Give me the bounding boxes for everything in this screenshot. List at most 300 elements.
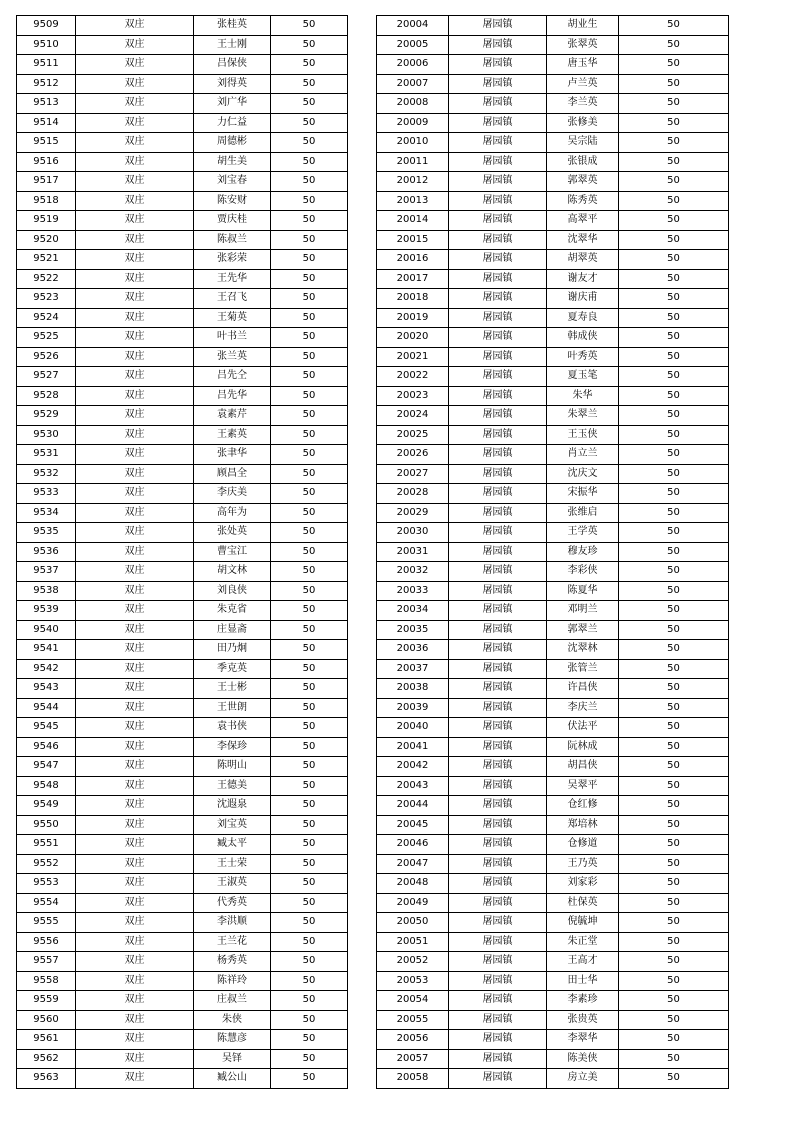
table-row bbox=[17, 523, 348, 543]
id-cell: 9517 bbox=[17, 172, 76, 192]
id-cell: 9538 bbox=[17, 581, 76, 601]
table-row bbox=[377, 601, 729, 621]
id-cell: 20056 bbox=[377, 1030, 449, 1050]
amount-cell: 50 bbox=[619, 659, 729, 679]
amount-cell: 50 bbox=[619, 854, 729, 874]
table-row bbox=[17, 152, 348, 172]
town-cell: 屠园镇 bbox=[449, 250, 547, 270]
amount-cell: 50 bbox=[271, 94, 348, 114]
amount-cell: 50 bbox=[619, 874, 729, 894]
name-cell: 沈翠林 bbox=[547, 640, 619, 660]
name-cell: 李庆兰 bbox=[547, 698, 619, 718]
id-cell: 20047 bbox=[377, 854, 449, 874]
town-cell: 屠园镇 bbox=[449, 581, 547, 601]
town-cell: 双庄 bbox=[76, 386, 194, 406]
town-cell: 双庄 bbox=[76, 133, 194, 153]
town-cell: 屠园镇 bbox=[449, 1010, 547, 1030]
id-cell: 9521 bbox=[17, 250, 76, 270]
id-cell: 9540 bbox=[17, 620, 76, 640]
name-cell: 朱克省 bbox=[194, 601, 271, 621]
name-cell: 王乃英 bbox=[547, 854, 619, 874]
id-cell: 9519 bbox=[17, 211, 76, 231]
town-cell: 屠园镇 bbox=[449, 464, 547, 484]
town-cell: 屠园镇 bbox=[449, 55, 547, 75]
table-row bbox=[377, 230, 729, 250]
id-cell: 9555 bbox=[17, 913, 76, 933]
name-cell: 刘得英 bbox=[194, 74, 271, 94]
amount-cell: 50 bbox=[271, 737, 348, 757]
town-cell: 屠园镇 bbox=[449, 1069, 547, 1089]
id-cell: 9510 bbox=[17, 35, 76, 55]
town-cell: 双庄 bbox=[76, 893, 194, 913]
table-row bbox=[377, 835, 729, 855]
town-cell: 屠园镇 bbox=[449, 698, 547, 718]
id-cell: 20010 bbox=[377, 133, 449, 153]
name-cell: 王玉侠 bbox=[547, 425, 619, 445]
town-cell: 双庄 bbox=[76, 737, 194, 757]
name-cell: 田士华 bbox=[547, 971, 619, 991]
town-cell: 屠园镇 bbox=[449, 113, 547, 133]
id-cell: 9512 bbox=[17, 74, 76, 94]
amount-cell: 50 bbox=[619, 484, 729, 504]
town-cell: 屠园镇 bbox=[449, 74, 547, 94]
amount-cell: 50 bbox=[271, 542, 348, 562]
table-row bbox=[17, 601, 348, 621]
table-row bbox=[377, 16, 729, 36]
table-row bbox=[17, 16, 348, 36]
table-row bbox=[17, 464, 348, 484]
id-cell: 9541 bbox=[17, 640, 76, 660]
name-cell: 郭翠兰 bbox=[547, 620, 619, 640]
amount-cell: 50 bbox=[619, 230, 729, 250]
table-row bbox=[17, 308, 348, 328]
table-row bbox=[377, 542, 729, 562]
id-cell: 20006 bbox=[377, 55, 449, 75]
town-cell: 屠园镇 bbox=[449, 230, 547, 250]
id-cell: 20024 bbox=[377, 406, 449, 426]
id-cell: 20033 bbox=[377, 581, 449, 601]
name-cell: 胡业生 bbox=[547, 16, 619, 36]
table-row bbox=[377, 1049, 729, 1069]
amount-cell: 50 bbox=[619, 776, 729, 796]
id-cell: 9526 bbox=[17, 347, 76, 367]
id-cell: 20020 bbox=[377, 328, 449, 348]
id-cell: 9528 bbox=[17, 386, 76, 406]
town-cell: 双庄 bbox=[76, 1049, 194, 1069]
town-cell: 屠园镇 bbox=[449, 952, 547, 972]
table-row bbox=[377, 991, 729, 1011]
id-cell: 9563 bbox=[17, 1069, 76, 1089]
table-row bbox=[377, 581, 729, 601]
town-cell: 屠园镇 bbox=[449, 932, 547, 952]
town-cell: 屠园镇 bbox=[449, 425, 547, 445]
town-cell: 屠园镇 bbox=[449, 367, 547, 387]
table-row bbox=[377, 952, 729, 972]
id-cell: 9520 bbox=[17, 230, 76, 250]
town-cell: 双庄 bbox=[76, 542, 194, 562]
name-cell: 张处英 bbox=[194, 523, 271, 543]
town-cell: 双庄 bbox=[76, 484, 194, 504]
id-cell: 20055 bbox=[377, 1010, 449, 1030]
town-cell: 屠园镇 bbox=[449, 523, 547, 543]
id-cell: 9550 bbox=[17, 815, 76, 835]
name-cell: 朱侠 bbox=[194, 1010, 271, 1030]
amount-cell: 50 bbox=[271, 386, 348, 406]
id-cell: 20028 bbox=[377, 484, 449, 504]
id-cell: 9533 bbox=[17, 484, 76, 504]
table-row bbox=[377, 757, 729, 777]
table-row bbox=[17, 133, 348, 153]
name-cell: 贾庆桂 bbox=[194, 211, 271, 231]
town-cell: 双庄 bbox=[76, 952, 194, 972]
town-cell: 屠园镇 bbox=[449, 679, 547, 699]
name-cell: 王士彬 bbox=[194, 679, 271, 699]
id-cell: 9554 bbox=[17, 893, 76, 913]
table-row bbox=[377, 308, 729, 328]
name-cell: 袁书侠 bbox=[194, 718, 271, 738]
id-cell: 20054 bbox=[377, 991, 449, 1011]
town-cell: 屠园镇 bbox=[449, 542, 547, 562]
town-cell: 屠园镇 bbox=[449, 328, 547, 348]
table-row bbox=[377, 913, 729, 933]
amount-cell: 50 bbox=[619, 1010, 729, 1030]
table-row bbox=[377, 152, 729, 172]
table-row bbox=[17, 406, 348, 426]
amount-cell: 50 bbox=[619, 1069, 729, 1089]
id-cell: 9532 bbox=[17, 464, 76, 484]
table-row bbox=[17, 425, 348, 445]
name-cell: 季克英 bbox=[194, 659, 271, 679]
left-table bbox=[16, 15, 348, 1089]
town-cell: 屠园镇 bbox=[449, 35, 547, 55]
id-cell: 20034 bbox=[377, 601, 449, 621]
id-cell: 20046 bbox=[377, 835, 449, 855]
name-cell: 许昌侠 bbox=[547, 679, 619, 699]
town-cell: 双庄 bbox=[76, 874, 194, 894]
id-cell: 20031 bbox=[377, 542, 449, 562]
id-cell: 9559 bbox=[17, 991, 76, 1011]
id-cell: 9556 bbox=[17, 932, 76, 952]
table-row bbox=[17, 503, 348, 523]
amount-cell: 50 bbox=[271, 776, 348, 796]
table-row bbox=[17, 386, 348, 406]
table-row bbox=[377, 113, 729, 133]
town-cell: 屠园镇 bbox=[449, 308, 547, 328]
id-cell: 9529 bbox=[17, 406, 76, 426]
name-cell: 臧公山 bbox=[194, 1069, 271, 1089]
id-cell: 20044 bbox=[377, 796, 449, 816]
name-cell: 王先华 bbox=[194, 269, 271, 289]
amount-cell: 50 bbox=[619, 152, 729, 172]
table-row bbox=[17, 269, 348, 289]
town-cell: 屠园镇 bbox=[449, 854, 547, 874]
amount-cell: 50 bbox=[619, 191, 729, 211]
name-cell: 李彩侠 bbox=[547, 562, 619, 582]
town-cell: 双庄 bbox=[76, 464, 194, 484]
town-cell: 双庄 bbox=[76, 698, 194, 718]
name-cell: 王兰花 bbox=[194, 932, 271, 952]
name-cell: 李翠华 bbox=[547, 1030, 619, 1050]
id-cell: 20018 bbox=[377, 289, 449, 309]
id-cell: 20023 bbox=[377, 386, 449, 406]
name-cell: 朱正堂 bbox=[547, 932, 619, 952]
name-cell: 刘宝春 bbox=[194, 172, 271, 192]
table-row bbox=[377, 659, 729, 679]
name-cell: 李洪顺 bbox=[194, 913, 271, 933]
table-row bbox=[17, 542, 348, 562]
id-cell: 9543 bbox=[17, 679, 76, 699]
town-cell: 屠园镇 bbox=[449, 191, 547, 211]
amount-cell: 50 bbox=[619, 991, 729, 1011]
town-cell: 屠园镇 bbox=[449, 1030, 547, 1050]
id-cell: 9524 bbox=[17, 308, 76, 328]
town-cell: 双庄 bbox=[76, 1069, 194, 1089]
town-cell: 双庄 bbox=[76, 835, 194, 855]
id-cell: 20037 bbox=[377, 659, 449, 679]
amount-cell: 50 bbox=[271, 152, 348, 172]
amount-cell: 50 bbox=[619, 1030, 729, 1050]
town-cell: 双庄 bbox=[76, 35, 194, 55]
id-cell: 9522 bbox=[17, 269, 76, 289]
name-cell: 张桂英 bbox=[194, 16, 271, 36]
id-cell: 20045 bbox=[377, 815, 449, 835]
id-cell: 20016 bbox=[377, 250, 449, 270]
name-cell: 李素珍 bbox=[547, 991, 619, 1011]
town-cell: 双庄 bbox=[76, 328, 194, 348]
name-cell: 张维启 bbox=[547, 503, 619, 523]
amount-cell: 50 bbox=[619, 328, 729, 348]
id-cell: 20040 bbox=[377, 718, 449, 738]
name-cell: 仓红修 bbox=[547, 796, 619, 816]
name-cell: 谢庆甫 bbox=[547, 289, 619, 309]
name-cell: 高翠平 bbox=[547, 211, 619, 231]
amount-cell: 50 bbox=[619, 269, 729, 289]
table-row bbox=[17, 659, 348, 679]
id-cell: 20048 bbox=[377, 874, 449, 894]
town-cell: 双庄 bbox=[76, 562, 194, 582]
table-row bbox=[377, 35, 729, 55]
amount-cell: 50 bbox=[271, 308, 348, 328]
town-cell: 双庄 bbox=[76, 347, 194, 367]
town-cell: 屠园镇 bbox=[449, 1049, 547, 1069]
id-cell: 20022 bbox=[377, 367, 449, 387]
amount-cell: 50 bbox=[619, 445, 729, 465]
id-cell: 9516 bbox=[17, 152, 76, 172]
name-cell: 宋振华 bbox=[547, 484, 619, 504]
table-row bbox=[377, 815, 729, 835]
name-cell: 刘宝英 bbox=[194, 815, 271, 835]
name-cell: 吴铎 bbox=[194, 1049, 271, 1069]
amount-cell: 50 bbox=[619, 757, 729, 777]
town-cell: 屠园镇 bbox=[449, 172, 547, 192]
town-cell: 双庄 bbox=[76, 757, 194, 777]
town-cell: 屠园镇 bbox=[449, 406, 547, 426]
table-row bbox=[17, 250, 348, 270]
amount-cell: 50 bbox=[619, 250, 729, 270]
name-cell: 刘家彩 bbox=[547, 874, 619, 894]
table-row bbox=[17, 172, 348, 192]
name-cell: 杨秀英 bbox=[194, 952, 271, 972]
name-cell: 夏玉笔 bbox=[547, 367, 619, 387]
id-cell: 9562 bbox=[17, 1049, 76, 1069]
town-cell: 双庄 bbox=[76, 971, 194, 991]
id-cell: 9536 bbox=[17, 542, 76, 562]
amount-cell: 50 bbox=[271, 620, 348, 640]
amount-cell: 50 bbox=[271, 445, 348, 465]
table-row bbox=[377, 679, 729, 699]
name-cell: 王素英 bbox=[194, 425, 271, 445]
amount-cell: 50 bbox=[271, 796, 348, 816]
name-cell: 叶秀英 bbox=[547, 347, 619, 367]
table-row bbox=[377, 776, 729, 796]
name-cell: 张彩荣 bbox=[194, 250, 271, 270]
name-cell: 王士刚 bbox=[194, 35, 271, 55]
id-cell: 20039 bbox=[377, 698, 449, 718]
id-cell: 9557 bbox=[17, 952, 76, 972]
name-cell: 吴翠平 bbox=[547, 776, 619, 796]
amount-cell: 50 bbox=[619, 133, 729, 153]
amount-cell: 50 bbox=[271, 874, 348, 894]
town-cell: 屠园镇 bbox=[449, 913, 547, 933]
table-row bbox=[17, 620, 348, 640]
name-cell: 卢兰英 bbox=[547, 74, 619, 94]
name-cell: 庄叔兰 bbox=[194, 991, 271, 1011]
table-row bbox=[17, 1049, 348, 1069]
id-cell: 9534 bbox=[17, 503, 76, 523]
id-cell: 9546 bbox=[17, 737, 76, 757]
name-cell: 胡文林 bbox=[194, 562, 271, 582]
id-cell: 20013 bbox=[377, 191, 449, 211]
id-cell: 9544 bbox=[17, 698, 76, 718]
id-cell: 9515 bbox=[17, 133, 76, 153]
town-cell: 双庄 bbox=[76, 815, 194, 835]
table-row bbox=[17, 991, 348, 1011]
id-cell: 20043 bbox=[377, 776, 449, 796]
table-row bbox=[17, 679, 348, 699]
town-cell: 双庄 bbox=[76, 718, 194, 738]
id-cell: 9537 bbox=[17, 562, 76, 582]
town-cell: 双庄 bbox=[76, 601, 194, 621]
id-cell: 20036 bbox=[377, 640, 449, 660]
id-cell: 9539 bbox=[17, 601, 76, 621]
id-cell: 20049 bbox=[377, 893, 449, 913]
town-cell: 屠园镇 bbox=[449, 737, 547, 757]
amount-cell: 50 bbox=[619, 55, 729, 75]
table-row bbox=[377, 133, 729, 153]
town-cell: 屠园镇 bbox=[449, 152, 547, 172]
town-cell: 屠园镇 bbox=[449, 874, 547, 894]
amount-cell: 50 bbox=[271, 971, 348, 991]
table-row bbox=[17, 640, 348, 660]
name-cell: 力仁益 bbox=[194, 113, 271, 133]
name-cell: 郭翠英 bbox=[547, 172, 619, 192]
name-cell: 张兰英 bbox=[194, 347, 271, 367]
town-cell: 双庄 bbox=[76, 1010, 194, 1030]
name-cell: 陈美侠 bbox=[547, 1049, 619, 1069]
table-row bbox=[17, 113, 348, 133]
id-cell: 20009 bbox=[377, 113, 449, 133]
name-cell: 代秀英 bbox=[194, 893, 271, 913]
table-row bbox=[377, 484, 729, 504]
id-cell: 9523 bbox=[17, 289, 76, 309]
town-cell: 屠园镇 bbox=[449, 796, 547, 816]
town-cell: 双庄 bbox=[76, 367, 194, 387]
table-row bbox=[17, 971, 348, 991]
amount-cell: 50 bbox=[619, 211, 729, 231]
table-row bbox=[17, 796, 348, 816]
town-cell: 双庄 bbox=[76, 425, 194, 445]
name-cell: 张翠英 bbox=[547, 35, 619, 55]
amount-cell: 50 bbox=[271, 913, 348, 933]
town-cell: 双庄 bbox=[76, 113, 194, 133]
amount-cell: 50 bbox=[619, 74, 729, 94]
name-cell: 曹宝江 bbox=[194, 542, 271, 562]
amount-cell: 50 bbox=[271, 191, 348, 211]
name-cell: 叶书兰 bbox=[194, 328, 271, 348]
name-cell: 张修美 bbox=[547, 113, 619, 133]
town-cell: 屠园镇 bbox=[449, 16, 547, 36]
amount-cell: 50 bbox=[271, 854, 348, 874]
table-row bbox=[377, 562, 729, 582]
table-row bbox=[377, 874, 729, 894]
amount-cell: 50 bbox=[271, 503, 348, 523]
amount-cell: 50 bbox=[271, 562, 348, 582]
name-cell: 穆友珍 bbox=[547, 542, 619, 562]
amount-cell: 50 bbox=[271, 484, 348, 504]
name-cell: 唐玉华 bbox=[547, 55, 619, 75]
table-row bbox=[17, 74, 348, 94]
amount-cell: 50 bbox=[619, 367, 729, 387]
amount-cell: 50 bbox=[619, 932, 729, 952]
name-cell: 胡生美 bbox=[194, 152, 271, 172]
table-row bbox=[17, 952, 348, 972]
town-cell: 屠园镇 bbox=[449, 893, 547, 913]
amount-cell: 50 bbox=[271, 893, 348, 913]
amount-cell: 50 bbox=[271, 1010, 348, 1030]
table-row bbox=[377, 211, 729, 231]
town-cell: 屠园镇 bbox=[449, 269, 547, 289]
town-cell: 屠园镇 bbox=[449, 562, 547, 582]
amount-cell: 50 bbox=[619, 835, 729, 855]
id-cell: 9527 bbox=[17, 367, 76, 387]
amount-cell: 50 bbox=[271, 581, 348, 601]
table-row bbox=[17, 737, 348, 757]
amount-cell: 50 bbox=[619, 16, 729, 36]
amount-cell: 50 bbox=[619, 308, 729, 328]
amount-cell: 50 bbox=[619, 581, 729, 601]
amount-cell: 50 bbox=[619, 94, 729, 114]
name-cell: 沈庆文 bbox=[547, 464, 619, 484]
table-row bbox=[377, 893, 729, 913]
amount-cell: 50 bbox=[619, 347, 729, 367]
name-cell: 吴宗陆 bbox=[547, 133, 619, 153]
name-cell: 杜保英 bbox=[547, 893, 619, 913]
town-cell: 双庄 bbox=[76, 406, 194, 426]
table-row bbox=[377, 464, 729, 484]
right-table bbox=[376, 15, 729, 1089]
id-cell: 9561 bbox=[17, 1030, 76, 1050]
amount-cell: 50 bbox=[619, 796, 729, 816]
amount-cell: 50 bbox=[619, 893, 729, 913]
amount-cell: 50 bbox=[271, 328, 348, 348]
id-cell: 9525 bbox=[17, 328, 76, 348]
amount-cell: 50 bbox=[619, 815, 729, 835]
amount-cell: 50 bbox=[619, 425, 729, 445]
town-cell: 屠园镇 bbox=[449, 445, 547, 465]
town-cell: 双庄 bbox=[76, 620, 194, 640]
table-row bbox=[377, 640, 729, 660]
table-row bbox=[17, 1030, 348, 1050]
